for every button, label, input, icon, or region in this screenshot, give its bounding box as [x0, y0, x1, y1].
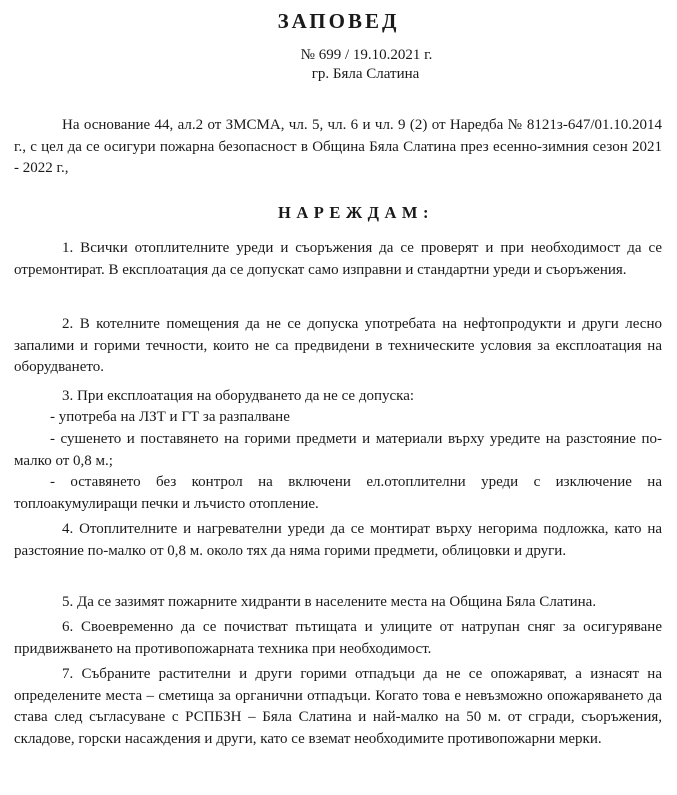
order-item-6: 6. Своевременно да се почистват пътищата и улиците от натрупан сняг за осигуряване придвижването на противопожарната техника при необходимост.	[14, 619, 662, 657]
order-number-date: № 699 / 19.10.2021 г.	[300, 47, 433, 63]
order-item-5: 5. Да се зазимят пожарните хидранти в населените места на Община Бяла Слатина.	[62, 594, 597, 610]
order-item-1: 1. Всички отоплителните уреди и съоръжения да се проверят и при необходимост да се отремонтират. В експлоатация да се допускат само изправни и стандартни уреди и съоръжения.	[14, 240, 662, 278]
order-item-2: 2. В котелните помещения да не се допуска употребата на нефтопродукти и други лесно запалими и горими течности, които не са предвидени в техническите условия за експлоатация на оборудването.	[14, 316, 662, 375]
order-place: гр. Бяла Слатина	[311, 66, 420, 82]
order-item-4: 4. Отоплителните и нагревателни уреди да се монтират върху негорима подложка, като на разстояние по-малко от 0,8 м. около тях да няма горими предмети, облицовки и други.	[14, 521, 662, 559]
order-heading: НАРЕЖДАМ:	[278, 203, 434, 222]
order-item-7: 7. Събраните растителни и други горими отпадъци да не се опожаряват, а изнасят на определените места – сметища за органични отпадъци. Когато това е невъзможно опожаряването да става след съгласуване с РСПБЗН – Бяла Слатина и най-малко на 50 м. от сгради, съоръжения, складове, горски насаждения и други, като се вземат необходимите противопожарни мерки.	[14, 666, 662, 747]
document-title: ЗАПОВЕД	[277, 9, 400, 33]
order-item-3-bullet-1: - употреба на ЛЗТ и ГТ за разпалване	[50, 409, 290, 425]
order-item-3-bullet-2: - сушенето и поставянето на горими предмети и материали върху уредите на разстояние по-малко от 0,8 м.;	[14, 431, 662, 469]
order-item-3-intro: 3. При експлоатация на оборудването да не се допуска:	[62, 388, 415, 404]
preamble-paragraph: На основание 44, ал.2 от ЗМСМА, чл. 5, чл. 6 и чл. 9 (2) от Наредба № 8121з-647/01.10.2014 г., с цел да се осигури пожарна безопасност в Община Бяла Слатина през есенно-зимния сезон 2021 - 2022 г.,	[14, 117, 662, 176]
order-item-3-bullet-3: - оставянето без контрол на включени ел.отоплителни уреди с изключение на топлоакумулиращи печки и лъчисто отопление.	[14, 474, 662, 512]
